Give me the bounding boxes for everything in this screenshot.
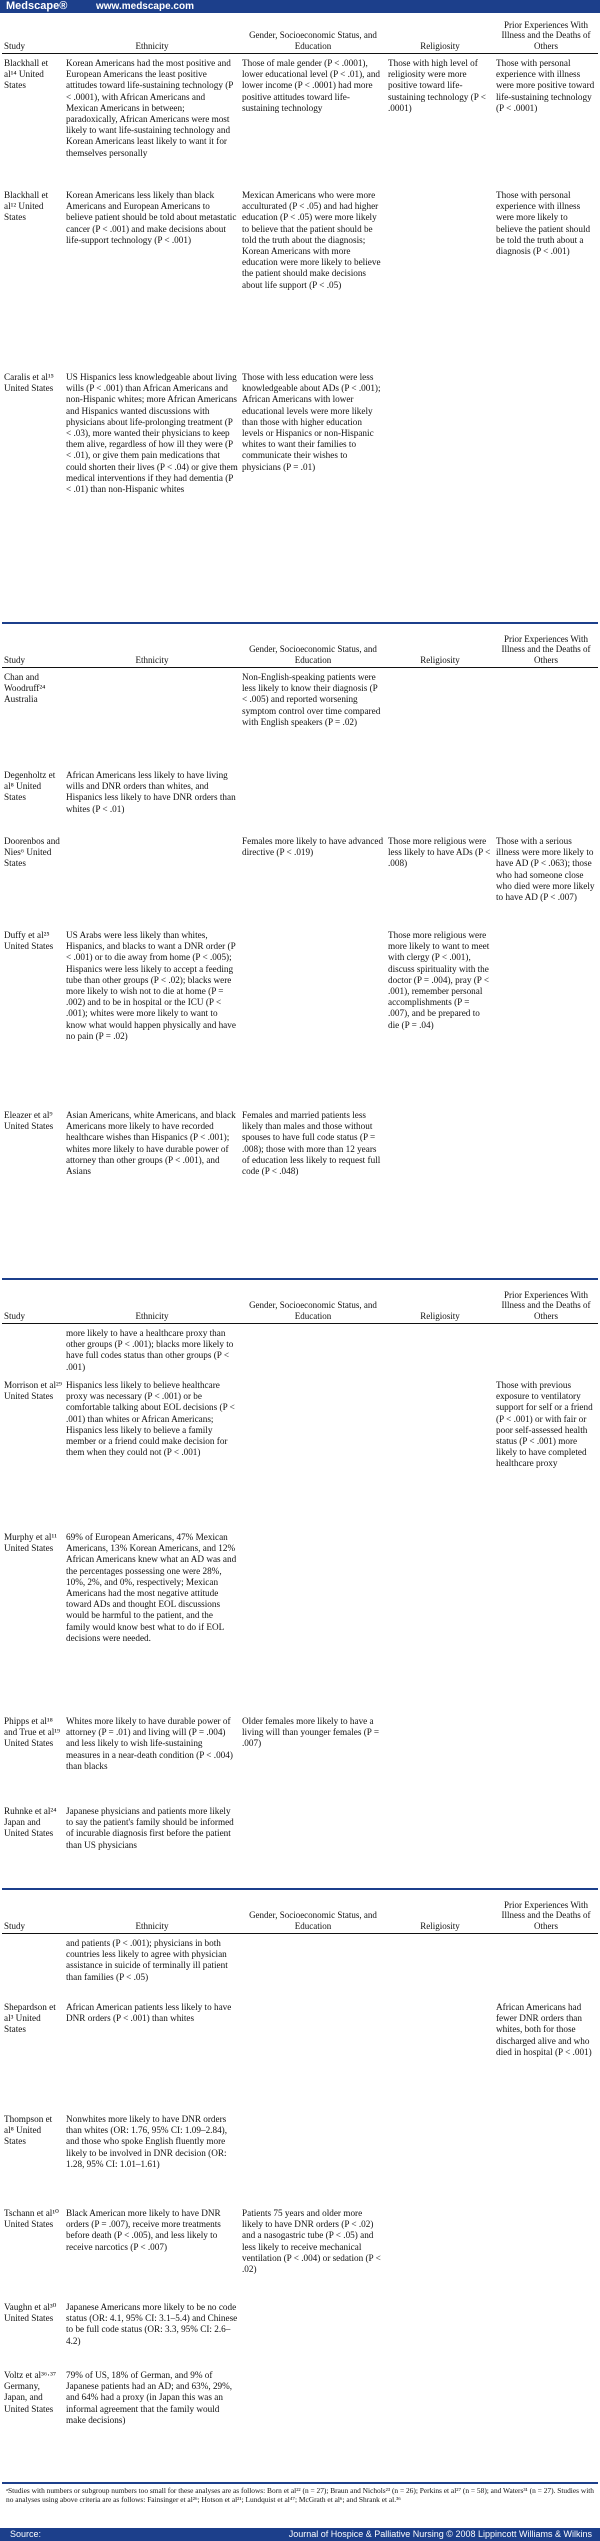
medscape-logo[interactable]: Medscape® (6, 0, 68, 12)
column-header-row (2, 14, 598, 54)
table-section-1 (2, 14, 598, 495)
study-cell: Blackhall et al¹² United States (4, 190, 49, 223)
table-footnote: ᵃStudies with numbers or subgroup numbers too small for these analyses are as follows: Born et al²² (n = 27); Braun and Nichols²³ (n = 26); Perkins et al²⁷ (n = 58); and Waters³¹ (n = 27). Studies with no analyses using above criteria are as follows: Fainsinger et al²⁶; Hotson et al²¹; Lundquist et al⁴⁷; McGrath et al⁶; and Shrank et al.³⁶ (6, 2486, 594, 2504)
header-gender: Gender, Socioeconomic Status, and Education (249, 30, 377, 51)
prior-cell: Those with personal experience with illness were more positive toward life-sustaining technology (P < .0001) (496, 58, 595, 113)
study-cell: Murphy et al¹¹ United States (4, 1532, 57, 1554)
section-divider (2, 2482, 598, 2484)
study-cell: Chan and Woodruff²⁴ Australia (4, 672, 46, 705)
header-ethnicity: Ethnicity (135, 1920, 169, 1931)
prior-cell: Those with personal experience with illness were more likely to believe the patient should be told the truth about a diagnosis (P < .001) (496, 190, 591, 257)
source-label: Source: (10, 2529, 42, 2539)
ethnicity-cell: Korean Americans less likely than black Americans and European Americans to believe patient should be told about metastatic cancer (P < .001) and make decisions about life-support technology (P < .001) (66, 190, 237, 245)
ethnicity-cell: Whites more likely to have durable power of attorney (P = .01) and living will (P = .004) and less likely to wish life-sustaining measures in a near-death condition (P < .004) than blacks (66, 1716, 233, 1771)
top-banner (0, 0, 600, 13)
gender-cell: Females more likely to have advanced directive (P < .019) (242, 836, 384, 858)
ethnicity-cell: Japanese physicians and patients more likely to say the patient's family should be informed of incurable diagnosis first before the patient than US physicians (66, 1806, 234, 1850)
religiosity-cell: Those with high level of religiosity were more positive toward life-sustaining technology (P < .0001) (388, 58, 486, 113)
study-cell: Doorenbos and Nies⁶ United States (4, 836, 60, 869)
column-header-row (2, 1280, 598, 1324)
header-religiosity: Religiosity (420, 40, 460, 51)
journal-copyright: Journal of Hospice & Palliative Nursing © 2008 Lippincott Williams & Wilkins (288, 2529, 592, 2539)
gender-cell: Patients 75 years and older more likely to have DNR orders (P < .02) and a nasogastric tube (P < .05) and less likely to receive mechanical ventilation (P < .004) or sedation (P < .02) (242, 2208, 381, 2275)
header-study: Study (4, 1920, 26, 1931)
study-cell: Thompson et al⁸ United States (4, 2114, 53, 2147)
header-religiosity: Religiosity (420, 1310, 460, 1321)
study-cell: Voltz et al³⁶·³⁷ Germany, Japan, and United States (4, 2370, 57, 2414)
study-cell: Morrison et al²⁹ United States (4, 1380, 63, 1402)
header-study: Study (4, 1310, 26, 1321)
ethnicity-cell: 79% of US, 18% of German, and 9% of Japanese patients had an AD; and 63%, 29%, and 64% had a proxy (in Japan this was an informal agreement that the family would make decisions) (66, 2370, 233, 2425)
ethnicity-cell: Black American more likely to have DNR orders (P = .007), receive more treatments before death (P < .005), and less likely to receive narcotics (P < .007) (66, 2208, 221, 2252)
ethnicity-cell: more likely to have a healthcare proxy than other groups (P < .001); blacks more likely to have full codes status than other groups (P < .001) (66, 1328, 234, 1372)
study-cell: Caralis et al¹⁵ United States (4, 372, 54, 394)
gender-cell: Mexican Americans who were more acculturated (P < .05) and had higher education (P < .05) were more likely to believe that the patient should be told the truth about the diagnosis; Korean Americans with more education were more likely to believe the patient should make decisions about life support (P < .05) (242, 190, 381, 290)
ethnicity-cell: Nonwhites more likely to have DNR orders than whites (OR: 1.76, 95% CI: 1.09–2.84), and those who spoke English fluently more likely to be involved in DNR decision (OR: 1.28, 95% CI: 1.01–1.61) (66, 2114, 228, 2169)
site-url-link[interactable]: www.medscape.com (96, 1, 194, 12)
header-religiosity: Religiosity (420, 654, 460, 665)
header-gender: Gender, Socioeconomic Status, and Education (249, 1910, 377, 1931)
footer-banner (0, 2528, 600, 2541)
header-ethnicity: Ethnicity (135, 40, 169, 51)
header-prior-experiences: Prior Experiences With Illness and the Deaths of Others (501, 1899, 591, 1931)
study-cell: Eleazer et al⁹ United States (4, 1110, 54, 1132)
ethnicity-cell: African Americans less likely to have living wills and DNR orders than whites, and Hispanics less likely to have DNR orders than whites (P < .01) (66, 770, 236, 814)
header-gender: Gender, Socioeconomic Status, and Education (249, 644, 377, 665)
religiosity-cell: Those more religious were more likely to want to meet with clergy (P < .001), discuss spirituality with the doctor (P = .004), pray (P < .001), remember personal accomplishments (P = .007), and be prepared to die (P = .04) (388, 930, 490, 1030)
gender-cell: Females and married patients less likely than males and those without spouses to have full code status (P = .008); those with more than 12 years of education less likely to request full code (P < .048) (242, 1110, 381, 1177)
ethnicity-cell: US Arabs were less likely than whites, Hispanics, and blacks to want a DNR order (P < .001) or to die away from home (P < .005); Hispanics were less likely to accept a feeding tube than other groups (P < .02); blacks were more likely to wish not to die at home (P = .002) and to be in hospital or the ICU (P < .001); whites were more likely to want to know what would happen physically and have no pain (P = .02) (66, 930, 236, 1041)
header-study: Study (4, 654, 26, 665)
religiosity-cell: Those more religious were less likely to have ADs (P < .008) (388, 836, 491, 869)
header-ethnicity: Ethnicity (135, 654, 169, 665)
header-prior-experiences: Prior Experiences With Illness and the Deaths of Others (501, 633, 591, 665)
gender-cell: Those with less education were less knowledgeable about ADs (P < .001); African Americans with lower educational levels were more likely than those with higher education levels or Hispanics or non-Hispanic whites to want their families to communicate their wishes to physicians (P = .01) (242, 372, 381, 472)
prior-cell: Those with a serious illness were more likely to have AD (P < .063); those who had someone close who died were more likely to have AD (P < .007) (496, 836, 595, 903)
header-prior-experiences: Prior Experiences With Illness and the Deaths of Others (501, 1289, 591, 1321)
ethnicity-cell: US Hispanics less knowledgeable about living wills (P < .001) than African Americans and non-Hispanic whites; more African Americans and Hispanics wanted discussions with physicians about life-prolonging treatment (P < .03), more wanted their physicians to keep them alive, regardless of how ill they were (P < .01), or give them pain medications that could shorten their lives (P < .04) or give them medical interventions if they had dementia (P < .01) than non-Hispanic whites (66, 372, 238, 495)
study-cell: Blackhall et al¹⁴ United States (4, 58, 49, 91)
header-ethnicity: Ethnicity (135, 1310, 169, 1321)
table-section-3 (2, 1280, 598, 1880)
ethnicity-cell: 69% of European Americans, 47% Mexican Americans, 13% Korean Americans, and 12% African Americans knew what an AD was and the percentages possessing one were 28%, 10%, 2%, and 0%, respectively; Mexican Americans had the most negative attitude toward ADs and thought EOL discussions would be harmful to the patient, and the family would know best what to do if EOL decisions were needed. (66, 1532, 237, 1643)
ethnicity-cell: Asian Americans, white Americans, and black Americans more likely to have recorded healthcare wishes than Hispanics (P < .001); whites more likely to have durable power of attorney than other groups (P < .001), and Asians (66, 1110, 236, 1177)
prior-cell: African Americans had fewer DNR orders than whites, both for those discharged alive and who died in hospital (P < .001) (496, 2002, 592, 2057)
study-cell: Tschann et al¹⁰ United States (4, 2208, 59, 2230)
ethnicity-cell: Hispanics less likely to believe healthcare proxy was necessary (P < .001) or be comfortable talking about EOL decisions (P < .001) than whites or African Americans; Hispanics less likely to believe a family member or a friend could make decision for them when they could not (P < .001) (66, 1380, 235, 1458)
gender-cell: Non-English-speaking patients were less likely to know their diagnosis (P < .005) and reported worsening symptom control over time compared with English speakers (P = .02) (242, 672, 381, 727)
study-cell: Phipps et al¹⁸ and True et al¹⁹ United States (4, 1716, 61, 1749)
table-section-4 (2, 1890, 598, 2480)
ethnicity-cell: and patients (P < .001); physicians in both countries less likely to agree with physician assistance in suicide of terminally ill patient than families (P < .05) (66, 1938, 228, 1982)
ethnicity-cell: Korean Americans had the most positive and European Americans the least positive attitudes toward life-sustaining technology (P < .0001), with African Americans and Mexican Americans in between; paradoxically, African Americans were most likely to want life-sustaining technology and Korean Americans least likely to want it for themselves personally (66, 58, 234, 158)
study-cell: Duffy et al²⁵ United States (4, 930, 54, 952)
gender-cell: Older females more likely to have a living will than younger females (P = .007) (242, 1716, 380, 1749)
header-gender: Gender, Socioeconomic Status, and Education (249, 1300, 377, 1321)
prior-cell: Those with previous exposure to ventilatory support for self or a friend (P < .001) or with fair or poor self-assessed health status (P < .001) more likely to have completed healthcare proxy (496, 1380, 593, 1469)
study-cell: Degenholtz et al⁸ United States (4, 770, 56, 803)
table-section-2 (2, 624, 598, 1264)
column-header-row (2, 624, 598, 668)
study-cell: Vaughn et al³⁰ United States (4, 2302, 57, 2324)
study-cell: Ruhnke et al²⁴ Japan and United States (4, 1806, 57, 1839)
header-study: Study (4, 40, 26, 51)
header-prior-experiences: Prior Experiences With Illness and the Deaths of Others (501, 19, 591, 51)
column-header-row (2, 1890, 598, 1934)
gender-cell: Those of male gender (P < .0001), lower educational level (P < .01), and lower income (P < .0001) had more positive attitudes toward life-sustaining technology (242, 58, 381, 113)
ethnicity-cell: Japanese Americans more likely to be no code status (OR: 4.1, 95% CI: 3.1–5.4) and Chinese to be full code status (OR: 3.3, 95% CI: 2.6–4.2) (66, 2302, 238, 2346)
header-religiosity: Religiosity (420, 1920, 460, 1931)
ethnicity-cell: African American patients less likely to have DNR orders (P < .001) than whites (66, 2002, 232, 2024)
study-cell: Shepardson et al³ United States (4, 2002, 56, 2035)
